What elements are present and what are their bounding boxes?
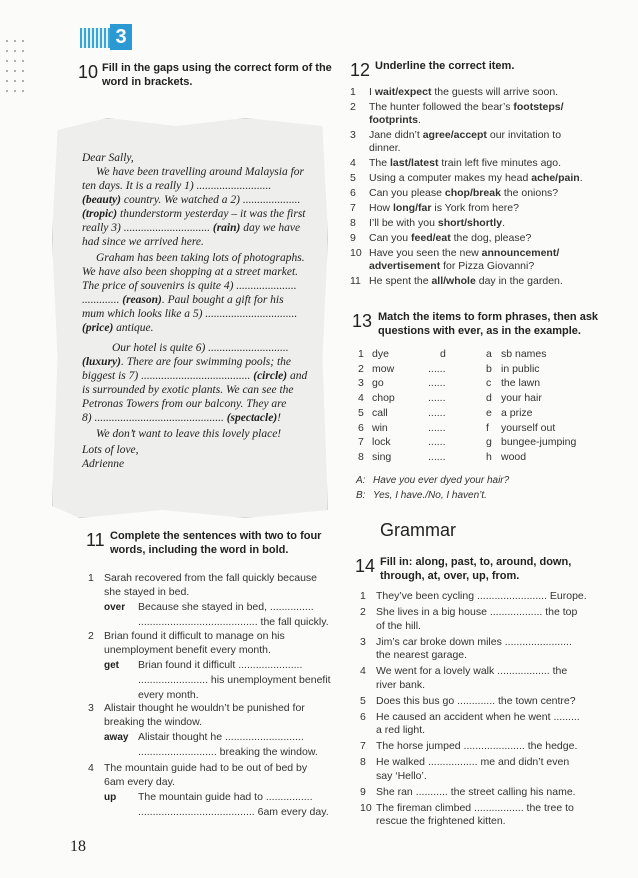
letter-line: Petronas Towers from our balcony. They are bbox=[82, 398, 287, 410]
item-text: We went for a lovely walk .................. the bbox=[376, 665, 568, 677]
exercise-13-number: 13 bbox=[352, 311, 373, 331]
match-text: bungee-jumping bbox=[501, 436, 577, 449]
item-number: 9 bbox=[360, 785, 366, 798]
item-text: Have you seen the new announcement/ bbox=[369, 247, 560, 259]
item-number: 1 bbox=[360, 590, 366, 602]
item-text: He caused an accident when he went ......... bbox=[376, 710, 580, 723]
item-text: chop bbox=[372, 392, 395, 405]
item-text: go bbox=[372, 377, 384, 390]
item-text: breaking the window. bbox=[104, 716, 203, 728]
item-text: Can you feed/eat the dog, please? bbox=[369, 232, 532, 244]
item-text: The mountain guide had to be out of bed by bbox=[104, 762, 308, 774]
item-number: 4 bbox=[350, 157, 356, 169]
item-text: He walked ................. me and didn’t even bbox=[376, 756, 570, 768]
match-text: the lawn bbox=[501, 377, 541, 390]
item-number: 8 bbox=[350, 217, 356, 229]
letter-line: We have also been shopping at a street market. bbox=[82, 266, 299, 278]
exercise-10-title-line1: Fill in the gaps using the correct form of the bbox=[102, 62, 332, 74]
match-text: your hair bbox=[501, 392, 542, 405]
unit-badge bbox=[80, 24, 136, 52]
answer-line: every month. bbox=[138, 689, 199, 701]
exercise-11-number: 11 bbox=[86, 530, 105, 550]
item-number: 3 bbox=[358, 377, 364, 390]
exercise-13-title-line2: questions with ever, as in the example. bbox=[378, 325, 581, 337]
item-text: She ran ........... the street calling his name. bbox=[376, 785, 576, 798]
item-text: They’ve been cycling ........................ Europe. bbox=[376, 590, 587, 602]
item-number: 6 bbox=[350, 187, 356, 199]
item-text: the nearest garage. bbox=[376, 649, 468, 661]
match-letter: c bbox=[486, 377, 492, 390]
match-text: sb names bbox=[501, 348, 547, 360]
exercise-10-number: 10 bbox=[78, 62, 99, 82]
item-text: unemployment benefit every month. bbox=[104, 644, 271, 656]
item-number: 1 bbox=[358, 348, 364, 360]
letter-line: Adrienne bbox=[82, 458, 125, 470]
item-text: The hunter followed the bear’s footsteps/ bbox=[369, 101, 564, 113]
answer-line: Alistair thought he ........................... bbox=[138, 731, 304, 743]
exercise-14-title-line1: Fill in: along, past, to, around, down, bbox=[380, 556, 572, 568]
item-text: Can you please chop/break the onions? bbox=[369, 187, 559, 199]
exercise-11-title-line2: words, including the word in bold. bbox=[110, 544, 289, 556]
exercise-10-title-line2: word in brackets. bbox=[102, 76, 193, 88]
exercise-14-number: 14 bbox=[355, 556, 376, 576]
match-letter: e bbox=[486, 406, 492, 419]
letter-line: Our hotel is quite 6) ............................ bbox=[112, 342, 289, 354]
item-text: dye bbox=[372, 348, 389, 360]
letter-line: is surrounded by exotic plants. We can see the bbox=[82, 384, 294, 396]
item-number: 6 bbox=[360, 710, 366, 723]
example-a-label: A: bbox=[356, 475, 366, 486]
answer-line: ........................... breaking the window. bbox=[138, 746, 318, 758]
item-number: 4 bbox=[360, 665, 366, 677]
stripe-decoration bbox=[80, 28, 112, 48]
item-number: 4 bbox=[88, 762, 94, 774]
answer-blank: ...... bbox=[428, 436, 446, 449]
answer-line: Because she stayed in bed, ............... bbox=[138, 601, 314, 613]
item-text: of the hill. bbox=[376, 619, 421, 632]
example-b-text: Yes, I have./No, I haven’t. bbox=[373, 490, 487, 501]
item-number: 1 bbox=[350, 86, 356, 98]
keyword: up bbox=[104, 792, 117, 803]
item-number: 7 bbox=[358, 436, 364, 449]
letter-line: ............. (reason). Paul bought a gift for his bbox=[82, 294, 284, 306]
match-letter: b bbox=[486, 362, 492, 375]
match-text: a prize bbox=[501, 406, 533, 419]
item-text: she stayed in bed. bbox=[104, 586, 190, 598]
match-letter: f bbox=[486, 421, 489, 434]
letter-line: (beauty) country. We watched a 2) .................... bbox=[82, 194, 301, 206]
exercise-14-title-line2: through, at, over, up, from. bbox=[380, 570, 520, 582]
exercise-12-title: Underline the correct item. bbox=[375, 60, 515, 72]
example-b-label: B: bbox=[356, 490, 366, 501]
letter-line: Dear Sally, bbox=[82, 152, 134, 164]
match-text: in public bbox=[501, 362, 540, 375]
item-number: 7 bbox=[360, 740, 366, 752]
item-number: 10 bbox=[360, 801, 372, 814]
item-text: The horse jumped ..................... the hedge. bbox=[376, 740, 578, 752]
item-text: How long/far is York from here? bbox=[369, 202, 519, 214]
item-number: 7 bbox=[350, 202, 356, 214]
answer-blank: ...... bbox=[428, 421, 446, 434]
letter-line: had since we arrived here. bbox=[82, 236, 204, 248]
exercise-13-title-line1: Match the items to form phrases, then ask bbox=[378, 311, 599, 323]
match-letter: d bbox=[486, 392, 492, 405]
item-number: 2 bbox=[350, 101, 356, 113]
item-text: sing bbox=[372, 450, 392, 463]
item-number: 8 bbox=[360, 756, 366, 768]
item-text: call bbox=[372, 406, 388, 419]
item-text: The fireman climbed ................. the tree to bbox=[376, 801, 574, 814]
match-letter: a bbox=[486, 348, 492, 360]
item-text: Does this bus go ............. the town centre? bbox=[376, 694, 576, 707]
item-text: say ‘Hello’. bbox=[376, 769, 427, 782]
item-text: The last/latest train left five minutes ago. bbox=[369, 157, 562, 169]
item-number: 2 bbox=[358, 362, 364, 375]
exercise-11-title-line1: Complete the sentences with two to four bbox=[110, 530, 322, 542]
item-text: Jim’s car broke down miles ....................... bbox=[376, 635, 572, 648]
answer-blank: ...... bbox=[428, 362, 446, 375]
item-text: footprints. bbox=[369, 114, 421, 126]
answer-line: The mountain guide had to ................ bbox=[138, 791, 313, 803]
answer-line: ......................................... the fall quickly. bbox=[138, 616, 329, 628]
answer-blank: ...... bbox=[428, 392, 446, 405]
item-text: Using a computer makes my head ache/pain. bbox=[369, 172, 583, 184]
letter-line: Graham has been taking lots of photographs. bbox=[96, 252, 305, 264]
item-number: 8 bbox=[358, 450, 364, 463]
keyword: over bbox=[104, 602, 126, 613]
exercise-12-number: 12 bbox=[350, 60, 371, 80]
match-text: yourself out bbox=[501, 421, 556, 434]
item-number: 6 bbox=[358, 421, 364, 434]
answer-line: ........................ his unemployment benefit bbox=[138, 674, 331, 686]
item-text: I wait/expect the guests will arrive soon. bbox=[369, 86, 559, 98]
corner-dots-decoration bbox=[6, 40, 28, 100]
unit-number: 3 bbox=[110, 24, 132, 50]
item-text: rescue the frightened kitten. bbox=[376, 815, 506, 827]
grammar-heading: Grammar bbox=[380, 520, 456, 540]
item-text: I’ll be with you short/shortly. bbox=[369, 217, 505, 229]
keyword: away bbox=[104, 732, 129, 743]
answer-blank: ...... bbox=[428, 377, 446, 390]
match-letter: h bbox=[486, 450, 492, 463]
item-number: 3 bbox=[350, 129, 356, 141]
answer-blank: ...... bbox=[428, 450, 446, 463]
page-number: 18 bbox=[70, 838, 86, 855]
item-number: 10 bbox=[350, 247, 362, 259]
letter-line: The price of souvenirs is quite 4) ..................... bbox=[82, 280, 297, 292]
match-letter: g bbox=[486, 436, 492, 449]
item-number: 5 bbox=[358, 406, 364, 419]
letter-line: 8) ............................................. (spectacle)! bbox=[82, 412, 282, 424]
item-number: 5 bbox=[350, 172, 356, 184]
item-text: advertisement for Pizza Giovanni? bbox=[369, 260, 535, 272]
answer-blank: ...... bbox=[428, 406, 446, 419]
example-a-text: Have you ever dyed your hair? bbox=[373, 475, 510, 486]
item-number: 3 bbox=[360, 635, 366, 648]
match-text: wood bbox=[501, 450, 527, 463]
item-text: mow bbox=[372, 362, 395, 375]
item-text: dinner. bbox=[369, 142, 401, 154]
item-text: a red light. bbox=[376, 724, 426, 736]
item-text: 6am every day. bbox=[104, 776, 176, 788]
item-text: Brian found it difficult to manage on his bbox=[104, 630, 285, 642]
item-text: Jane didn’t agree/accept our invitation to bbox=[369, 129, 562, 141]
letter-line: Lots of love, bbox=[82, 444, 139, 456]
letter-line: ten days. It is a really 1) .......................... bbox=[82, 180, 272, 192]
letter-line: really 3) .............................. (rain) day we have bbox=[82, 222, 301, 234]
letter-line: (luxury). There are four swimming pools; the bbox=[82, 356, 292, 368]
item-text: lock bbox=[372, 436, 391, 449]
item-number: 1 bbox=[88, 572, 94, 584]
item-number: 5 bbox=[360, 694, 366, 707]
item-number: 4 bbox=[358, 392, 364, 405]
letter-line: (tropic) thunderstorm yesterday – it was the first bbox=[82, 208, 306, 220]
answer-line: ........................................ 6am every day. bbox=[138, 806, 329, 818]
item-text: Alistair thought he wouldn’t be punished for bbox=[104, 702, 305, 714]
answer-blank: d bbox=[440, 348, 446, 360]
letter-line: We don’t want to leave this lovely place! bbox=[96, 428, 282, 440]
letter-line: (price) antique. bbox=[82, 322, 154, 334]
item-text: Sarah recovered from the fall quickly because bbox=[104, 572, 318, 584]
letter-line: We have been travelling around Malaysia for bbox=[96, 166, 305, 178]
answer-line: Brian found it difficult ...................... bbox=[138, 659, 303, 671]
item-text: win bbox=[372, 421, 388, 434]
item-text: river bank. bbox=[376, 678, 426, 691]
item-number: 11 bbox=[350, 275, 361, 287]
item-text: She lives in a big house .................. the top bbox=[376, 606, 578, 618]
item-number: 2 bbox=[88, 630, 94, 642]
keyword: get bbox=[104, 660, 119, 671]
letter-line: biggest is 7) ...................................... (circle) and bbox=[82, 370, 308, 382]
letter-line: mum which looks like a 5) ................................ bbox=[82, 308, 298, 320]
item-number: 9 bbox=[350, 232, 356, 244]
item-text: He spent the all/whole day in the garden. bbox=[369, 275, 563, 287]
item-number: 3 bbox=[88, 702, 94, 714]
item-number: 2 bbox=[360, 606, 366, 618]
